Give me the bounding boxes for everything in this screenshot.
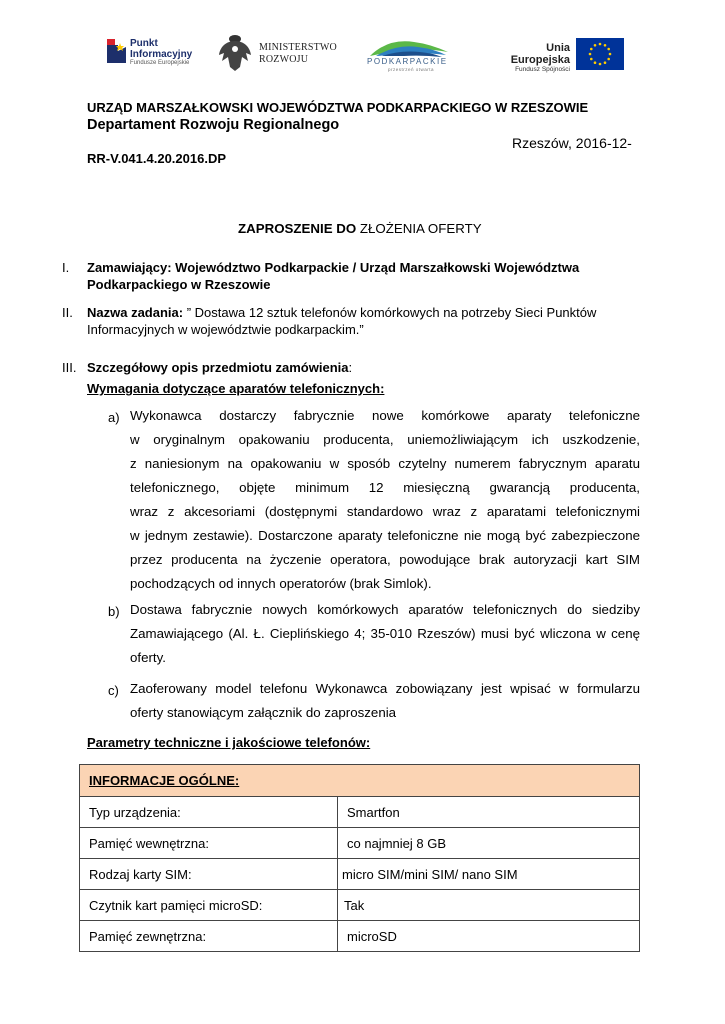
parameters-heading: Parametry techniczne i jakościowe telefonów: [87, 735, 371, 750]
section-2-text [87, 304, 596, 338]
ministerstwo-line1: MINISTERSTWO [259, 42, 337, 53]
ministerstwo-line2: ROZWOJU [259, 54, 309, 65]
document-title [238, 221, 482, 236]
table-row [80, 828, 640, 859]
item-c-line1: Zaoferowany model telefonu Wykonawca zobowiązany jest wpisać w formularzu [130, 681, 640, 696]
section-1-line2: Podkarpackiego w Rzeszowie [87, 277, 271, 292]
table-cell-label: Rodzaj karty SIM: [80, 859, 338, 890]
item-c-text [130, 677, 640, 725]
section-2-label: Nazwa zadania: [87, 305, 184, 320]
table-row [80, 921, 640, 952]
table-header-row [80, 765, 640, 797]
document-title-rest: ZŁOŻENIA OFERTY [356, 221, 482, 236]
office-name: URZĄD MARSZAŁKOWSKI WOJEWÓDZTWA PODKARPACKIEGO W RZESZOWIE [87, 100, 589, 115]
section-3-number: III. [62, 360, 77, 375]
section-1-number: I. [62, 260, 70, 275]
punkt-logo-line2: Informacyjny [130, 49, 193, 60]
item-a-line7: przez producenta na życzenie operatora, powodujące brak autoryzacji kart SIM [130, 552, 640, 567]
item-a-text [130, 404, 640, 596]
table-cell-label: Pamięć zewnętrzna: [80, 921, 338, 952]
item-c-letter: c) [108, 683, 119, 698]
section-1-text [87, 259, 579, 293]
section-1-line1: Zamawiający: Województwo Podkarpackie / Urząd Marszałkowski Województwa [87, 260, 580, 275]
item-a-line2: w oryginalnym opakowaniu producenta, uniemożliwiającym ich uszkodzenie, [130, 432, 640, 447]
item-a-line4: telefonicznego, objęte minimum 12 miesięczną gwarancją producenta, [130, 480, 640, 495]
item-b-line3: oferty. [130, 650, 166, 665]
punkt-informacyjny-logo [104, 37, 194, 73]
section-3-label: Szczegółowy opis przedmiotu zamówienia [87, 360, 349, 375]
ue-title: Unia Europejska [510, 42, 570, 66]
item-a-letter: a) [108, 410, 120, 425]
podkarpackie-name: PODKARPACKIE [367, 57, 448, 66]
table-row [80, 890, 640, 921]
item-a-line6: w jednym zestawie). Dostarczone aparaty telefoniczne nie mogą być zabezpieczone [130, 528, 640, 543]
ministerstwo-logo [216, 33, 346, 75]
table-row [80, 797, 640, 828]
table-cell-value: co najmniej 8 GB [338, 828, 640, 859]
table-cell-label: Czytnik kart pamięci microSD: [80, 890, 338, 921]
ue-subtitle: Fundusz Spójności [515, 66, 570, 73]
table-cell-label: Typ urządzenia: [80, 797, 338, 828]
reference-number: RR-V.041.4.20.2016.DP [87, 151, 227, 166]
department-name: Departament Rozwoju Regionalnego [87, 117, 340, 133]
parameters-table [79, 764, 640, 952]
item-a-line3: z naniesionym na opakowaniu w sposób czytelny numerem fabrycznym aparatu [130, 456, 640, 471]
table-row [80, 859, 640, 890]
section-2-line2: Informacyjnych w województwie podkarpackim.” [87, 322, 364, 337]
eu-flag-icon [576, 38, 624, 70]
punkt-logo-line3: Fundusze Europejskie [130, 60, 190, 66]
table-cell-value: microSD [338, 921, 640, 952]
table-cell-value: micro SIM/mini SIM/ nano SIM [338, 859, 640, 890]
section-3-heading [87, 359, 352, 376]
punkt-informacyjny-emblem-icon [104, 39, 128, 69]
section-2-number: II. [62, 305, 73, 320]
podkarpackie-hills-icon [368, 34, 450, 58]
table-header-cell: INFORMACJE OGÓLNE: [80, 765, 640, 797]
podkarpackie-tagline: przestrzeń otwarta [388, 67, 435, 72]
item-a-line5: wraz z akcesoriami (dostępnymi standardowo wraz z aparatami telefonicznymi [130, 504, 640, 519]
unia-europejska-logo [484, 38, 626, 72]
item-a-line1: Wykonawca dostarczy fabrycznie nowe komórkowe aparaty telefoniczne [130, 408, 640, 423]
table-cell-value: Smartfon [338, 797, 640, 828]
requirements-subheading: Wymagania dotyczące aparatów telefonicznych: [87, 381, 385, 396]
item-b-text [130, 598, 640, 670]
document-date: Rzeszów, 2016-12- [512, 135, 632, 151]
item-b-line2: Zamawiającego (Al. Ł. Cieplińskiego 4; 35-010 Rzeszów) musi być wliczona w cenę [130, 626, 640, 641]
polish-eagle-emblem-icon [216, 33, 254, 73]
section-3-colon: : [348, 360, 353, 375]
table-cell-value: Tak [338, 890, 640, 921]
document-title-bold: ZAPROSZENIE DO [238, 221, 357, 236]
podkarpackie-logo [366, 34, 450, 74]
item-b-line1: Dostawa fabrycznie nowych komórkowych aparatów telefonicznych do siedziby [130, 602, 640, 617]
item-b-letter: b) [108, 604, 120, 619]
item-a-line8: pochodzących od innych operatorów (brak Simlok). [130, 576, 432, 591]
table-cell-label: Pamięć wewnętrzna: [80, 828, 338, 859]
section-2-line1: ” Dostawa 12 sztuk telefonów komórkowych na potrzeby Sieci Punktów [183, 305, 597, 320]
punkt-logo-line1: Punkt [130, 38, 158, 49]
item-c-line2: oferty stanowiącym załącznik do zaproszenia [130, 705, 397, 720]
